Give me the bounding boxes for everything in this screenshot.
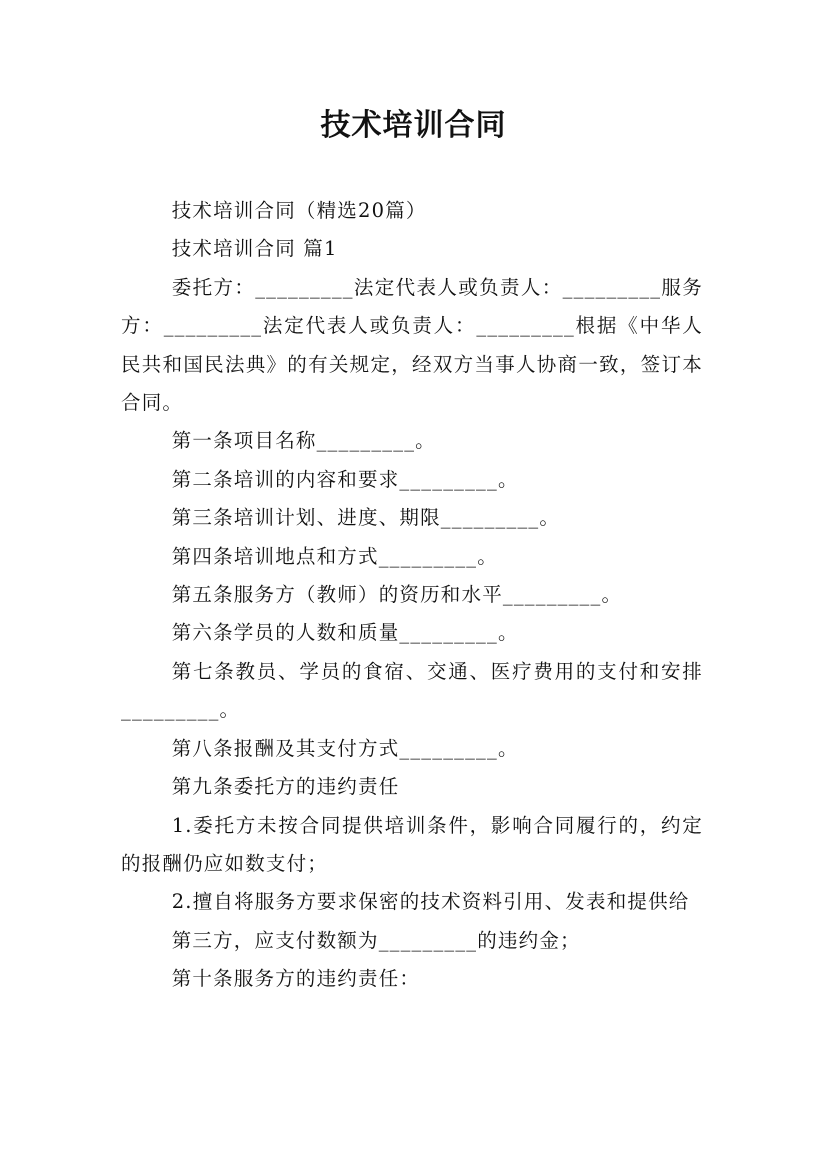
paragraph-article-4: 第四条培训地点和方式_________。 — [171, 544, 498, 568]
paragraph-article-3: 第三条培训计划、进度、期限_________。 — [171, 506, 561, 530]
paragraph-article-2: 第二条培训的内容和要求_________。 — [171, 467, 519, 491]
paragraph-article-8: 第八条报酬及其支付方式_________。 — [171, 736, 519, 760]
paragraph-article-9-item-2-cont: 第三方，应支付数额为_________的违约金； — [171, 928, 581, 952]
paragraph-article-7: 第七条教员、学员的食宿、交通、医疗费用的支付和安排_________。 — [121, 659, 703, 722]
paragraph-article-9-item-2: 2.擅自将服务方要求保密的技术资料引用、发表和提供给 — [171, 890, 690, 914]
paragraph-article-10: 第十条服务方的违约责任： — [171, 967, 421, 991]
paragraph-article-5: 第五条服务方（教师）的资历和水平_________。 — [171, 583, 623, 607]
document-title: 技术培训合同 — [320, 108, 507, 143]
paragraph-article-9: 第九条委托方的违约责任 — [171, 775, 400, 799]
paragraph-section-heading: 技术培训合同 篇1 — [171, 237, 338, 261]
paragraph-article-1: 第一条项目名称_________。 — [171, 429, 436, 453]
paragraph-article-6: 第六条学员的人数和质量_________。 — [171, 621, 519, 645]
document-body — [121, 192, 703, 999]
paragraph-subtitle: 技术培训合同（精选20篇） — [171, 199, 427, 222]
paragraph-parties: 委托方：_________法定代表人或负责人：_________服务方：_________法定代表人或负责人：_________根据《中华人民共和国民法典》的有关规定，经双方当事人协商一致，签订本合同。 — [121, 275, 703, 415]
paragraph-article-9-item-1: 1.委托方未按合同提供培训条件，影响合同履行的，约定的报酬仍应如数支付； — [121, 813, 703, 875]
